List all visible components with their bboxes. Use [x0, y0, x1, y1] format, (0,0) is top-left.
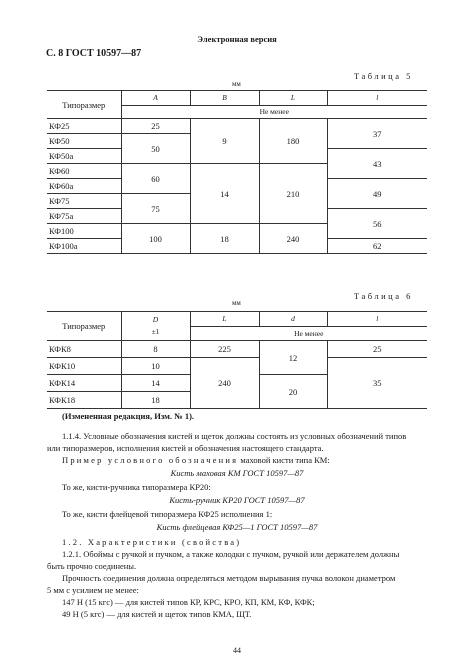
table5-caption: Таблица 5	[354, 71, 413, 81]
table-cell-l: 35	[327, 358, 427, 409]
example-3: Кисть флейцевая КФ25—1 ГОСТ 10597—87	[156, 522, 318, 532]
table-cell-A: 50	[121, 134, 190, 164]
table-cell-l: 37	[327, 119, 427, 149]
table-cell-A: 100	[121, 224, 190, 254]
para-strength-line1: Прочность соединения должна определяться методом вырывания пучка волокон диаметром	[62, 573, 396, 583]
example-3-intro: То же, кисти флейцевой типоразмера КФ25 исполнения 1:	[62, 509, 273, 519]
table5-header-l: l	[327, 91, 427, 106]
table-cell-l: 43	[327, 149, 427, 179]
table-cell-L: 240	[259, 224, 327, 254]
table5-units: мм	[232, 80, 241, 88]
table-cell-A: 75	[121, 194, 190, 224]
table-cell-B: 18	[190, 224, 259, 254]
table-row-name: КФ75	[47, 194, 121, 209]
table-cell-l: 56	[327, 209, 427, 239]
para-1-2-1-line2: быть прочно соединены.	[47, 561, 137, 571]
table-cell-l: 25	[327, 341, 427, 358]
table-row-name: КФК10	[47, 358, 121, 375]
table5	[47, 90, 427, 254]
table-row-name: КФК8	[47, 341, 121, 358]
table-cell-L: 210	[259, 164, 327, 224]
table5-not-less: Не менее	[121, 106, 427, 119]
table6-header-D-label: D	[152, 315, 159, 324]
example-prefix: Пример условного обозначения	[62, 455, 239, 465]
table-cell-d: 12	[259, 341, 327, 375]
header-label: Электронная версия	[197, 34, 277, 44]
example-heading	[62, 454, 330, 466]
table5-header-L: L	[259, 91, 327, 106]
page-number: 44	[233, 646, 241, 655]
table-row-name: КФ100	[47, 224, 121, 239]
table-cell-L: 240	[190, 358, 259, 409]
para-1-2-1-line1: 1.2.1. Обоймы с ручкой и пучком, а также колодки с пучком, ручкой или держателем должны	[62, 549, 400, 559]
standard-designation: С. 8 ГОСТ 10597—87	[46, 48, 142, 59]
table-row-name: КФ50	[47, 134, 121, 149]
table-cell-d: 20	[259, 375, 327, 409]
table-cell-B: 9	[190, 119, 259, 164]
table-cell-D: 8	[121, 341, 190, 358]
table-cell-D: 18	[121, 392, 190, 409]
force-requirement-2: 49 Н (5 кгс) — для кистей и щеток типов КМА, ЩТ.	[62, 609, 252, 619]
table5-header-name: Типоразмер	[47, 91, 121, 119]
table-row-name: КФК18	[47, 392, 121, 409]
table-cell-l: 62	[327, 239, 427, 254]
table5-header-A: A	[121, 91, 190, 106]
example-2: Кисть-ручник КР20 ГОСТ 10597—87	[169, 495, 305, 505]
table6-header-l: l	[327, 312, 427, 327]
example-suffix: маховой кисти типа КМ:	[240, 455, 330, 465]
table-row-name: КФ100а	[47, 239, 121, 254]
table6-units: мм	[232, 299, 241, 307]
table-row-name: КФ75а	[47, 209, 121, 224]
table6-header-name: Типоразмер	[47, 312, 121, 341]
table-cell-D: 14	[121, 375, 190, 392]
table-row-name: КФ25	[47, 119, 121, 134]
table-cell-B: 14	[190, 164, 259, 224]
table6-header-D	[121, 312, 190, 341]
table-cell-l: 49	[327, 179, 427, 209]
table-row-name: КФ60	[47, 164, 121, 179]
table-row-name: КФ60а	[47, 179, 121, 194]
para-1-1-4-line2: или типоразмеров, исполнения кистей и обозначения настоящего стандарта.	[47, 443, 324, 453]
table-row-name: КФ50а	[47, 149, 121, 164]
example-1: Кисть маховая КМ ГОСТ 10597—87	[170, 468, 304, 478]
section-1-2-heading: 1.2. Характеристики (свойства)	[62, 537, 242, 547]
table6-header-d: d	[259, 312, 327, 327]
force-requirement-1: 147 Н (15 кгс) — для кистей типов КР, КРС, КРО, КП, КМ, КФ, КФК;	[62, 597, 315, 607]
table-cell-A: 60	[121, 164, 190, 194]
amendment-note: (Измененная редакция, Изм. № 1).	[62, 411, 195, 421]
para-strength-line2: 5 мм с усилием не менее:	[47, 585, 139, 595]
table-cell-L: 225	[190, 341, 259, 358]
table6-not-less: Не менее	[190, 327, 427, 341]
table6-caption: Таблица 6	[354, 291, 413, 301]
table5-header-B: B	[190, 91, 259, 106]
table-cell-L: 180	[259, 119, 327, 164]
table6-header-D-tolerance: ±1	[151, 327, 160, 336]
para-1-1-4-line1: 1.1.4. Условные обозначения кистей и щеток должны состоять из условных обозначений типов	[62, 431, 407, 441]
table-row-name: КФК14	[47, 375, 121, 392]
table-cell-D: 10	[121, 358, 190, 375]
table-cell-A: 25	[121, 119, 190, 134]
table6-header-L: L	[190, 312, 259, 327]
example-2-intro: То же, кисти-ручника типоразмера КР20:	[62, 482, 211, 492]
table6	[47, 311, 427, 409]
